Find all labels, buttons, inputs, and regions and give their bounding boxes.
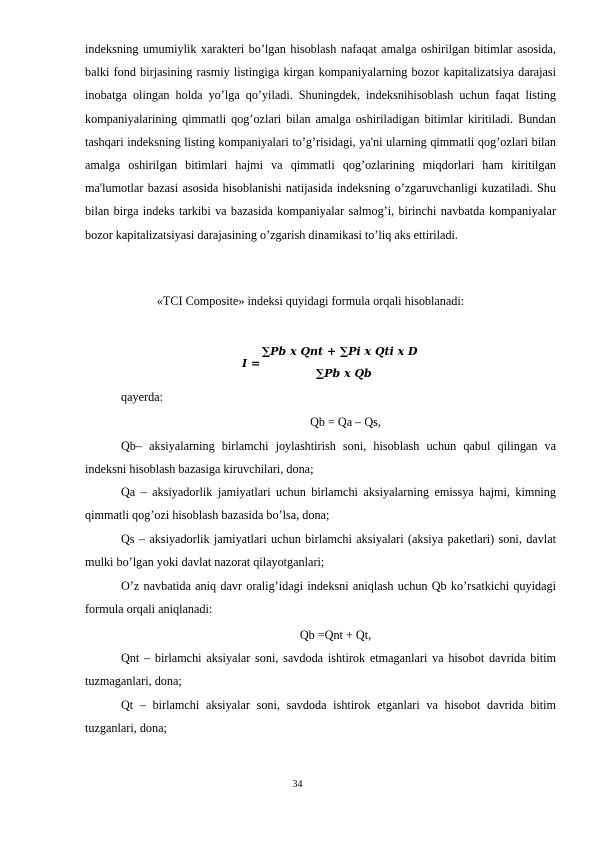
definition-qt: Qt – birlamchi aksiyalar soni, savdoda ishtirok etganlari va hisobot davrida bitim tuzganlari, dona; (85, 698, 556, 736)
paragraph-qb-formula-intro: O’z navbatida aniq davr oralig’idagi indeksni aniqlash uchun Qb ko’rsatkichi quyidagi formula orqali aniqlanadi: (85, 579, 556, 617)
formula-denominator: ∑Pb x Qb (316, 367, 372, 380)
formula-lhs: I = (242, 357, 261, 370)
definition-qb: Qb– aksiyalarning birlamchi joylashtirish soni, hisoblash uchun qabul qilingan va indeksni hisoblash bazasiga kiruvchilari, dona; (85, 439, 556, 477)
equation-qb: Qb = Qa – Qs, (310, 415, 381, 429)
definition-qs: Qs – aksiyadorlik jamiyatlari uchun birlamchi aksiyalari (aksiya paketlari) soni, davlat mulki bo’lgan yoki davlat nazorat qilayotganlari; (85, 532, 556, 570)
page-number: 34 (292, 779, 303, 790)
formula-intro-text: «TCI Composite» indeksi quyidagi formula orqali hisoblanadi: (156, 294, 465, 308)
definition-qnt: Qnt – birlamchi aksiyalar soni, savdoda ishtirok etmaganlari va hisobot davrida bitim tuzmaganlari, dona; (85, 651, 556, 689)
definition-qa: Qa – aksiyadorlik jamiyatlari uchun birlamchi aksiyalarning emissya hajmi, kimning qimmatli qog’ozi hisoblash bazasida bo’lsa, dona; (85, 485, 556, 523)
equation-qb-2: Qb =Qnt + Qt, (299, 628, 372, 642)
qayerda-label: qayerda: (121, 390, 163, 404)
formula-numerator: ∑Pb x Qnt + ∑Pi x Qti x D (262, 345, 418, 358)
paragraph-intro: indeksning umumiylik xarakteri bo’lgan hisoblash nafaqat amalga oshirilgan bitimlar asosida, balki fond birjasining rasmiy listingiga kirgan kompaniyalarning bozor kapitalizatsiya darajasi inobatga olingan holda yo’lga qo’yiladi. Shuningdek, indeksnihisoblash uchun faqat listing kompaniyalarining qimmatli qog’ozlari bilan amalga oshiriladigan bitimlar kiritiladi. Bundan tashqari indeksning listing kompaniyalari to’g’risidagi, ya'ni ularning qimmatli qog’ozlari bilan amalga oshirilgan bitimlari hajmi va qimmatli qog’ozlarining miqdorlari ham kiritilgan ma'lumotlar bazasi asosida hisoblanishi natijasida indeksning o’zgaruvchanligi kuzatiladi. Shu bilan birga indeks tarkibi va bazasida kompaniyalar salmog’i, birinchi navbatda kompaniyalar bozor kapitalizatsiyasi darajasining o’zgarish dinamikasi to’liq aks ettiriladi. (85, 42, 556, 242)
